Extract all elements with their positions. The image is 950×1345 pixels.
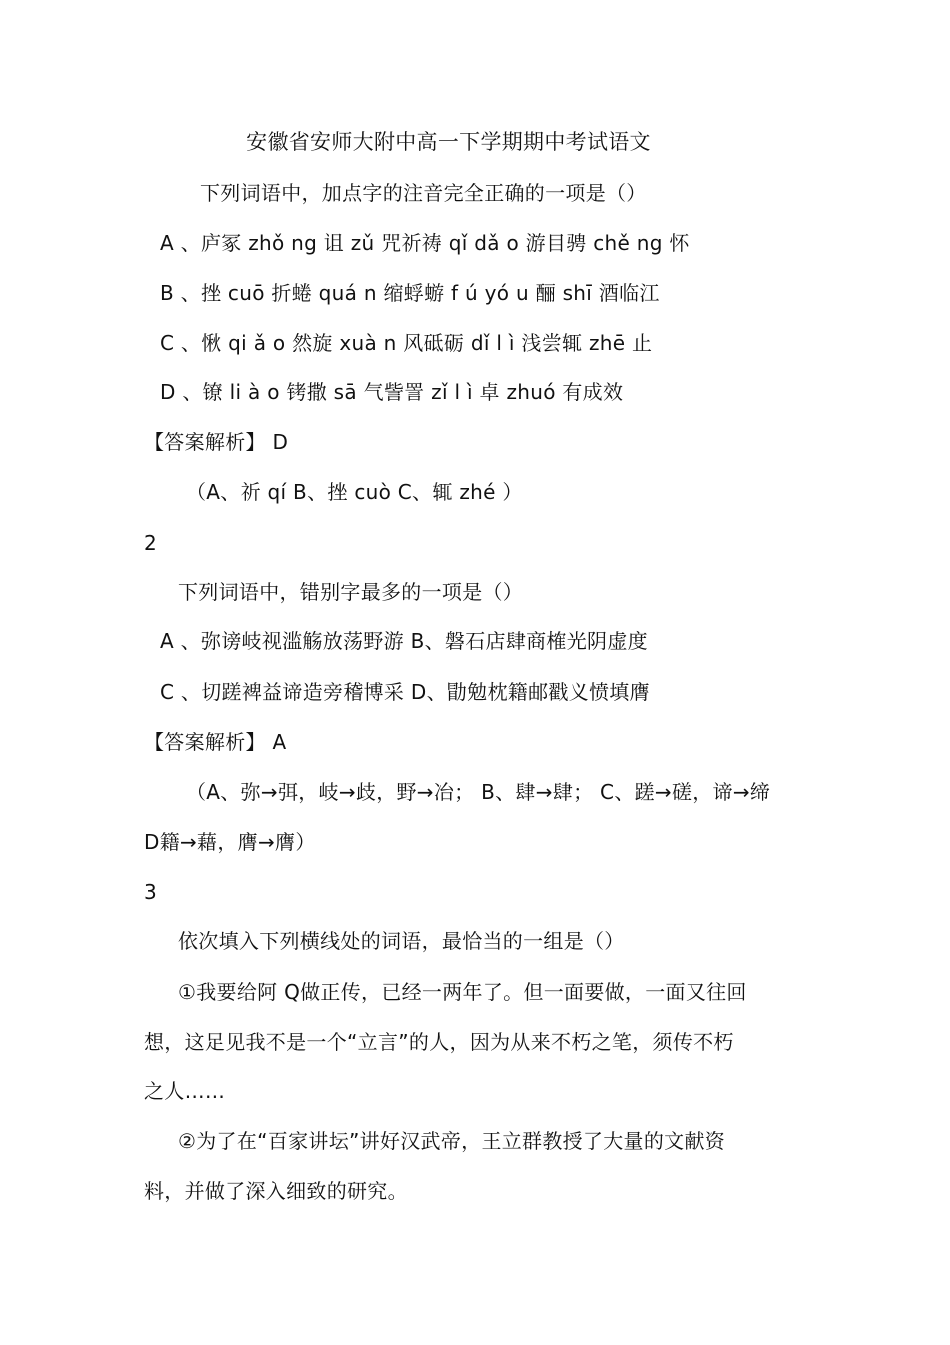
question-3-passage-2-line-1: ②为了在“百家讲坛”讲好汉武帝，王立群教授了大量的文献资 <box>178 1129 726 1153</box>
question-3-passage-1-line-3: 之人…… <box>144 1079 226 1103</box>
question-1-option-a: A 、庐冢 zhǒ ng 诅 zǔ 咒祈祷 qǐ dǎ o 游目骋 chě ng 怀 <box>160 231 690 255</box>
question-1-option-d: D 、镣 li à o 铐撒 sā 气訾詈 zǐ l ì 卓 zhuó 有成效 <box>160 380 624 404</box>
question-3-passage-1-line-1: ①我要给阿 Q做正传，已经一两年了。但一面要做，一面又往回 <box>178 980 747 1004</box>
question-2-option-ab: A 、弥谤岐视滥觞放荡野游 B、磐石店肆商榷光阴虚度 <box>160 629 648 653</box>
question-3-passage-1-line-2: 想，这足见我不是一个“立言”的人，因为从来不朽之笔，须传不朽 <box>144 1030 734 1054</box>
question-2-number: 2 <box>144 531 158 555</box>
question-2-option-cd: C 、切蹉裨益谛造旁稽博采 D、勖勉枕籍邮戳义愤填膺 <box>160 680 650 704</box>
question-1-answer: 【答案解析】 D <box>144 430 289 454</box>
question-2-explanation-line-2: D籍→藉，膺→膺） <box>144 830 316 854</box>
question-3-stem: 依次填入下列横线处的词语，最恰当的一组是（） <box>178 929 625 953</box>
question-1-explanation: （A、祈 qí B、挫 cuò C、辄 zhé ） <box>186 480 523 504</box>
question-2-explanation-line-1: （A、弥→弭，岐→歧，野→冶； B、肆→肆； C、蹉→磋，谛→缔 <box>186 780 771 804</box>
question-1-option-c: C 、愀 qi ǎ o 然旋 xuà n 风砥砺 dǐ l ì 浅尝辄 zhē 止 <box>160 331 653 355</box>
question-2-answer: 【答案解析】 A <box>144 730 287 754</box>
question-2-stem: 下列词语中，错别字最多的一项是（） <box>178 580 524 604</box>
page-title: 安徽省安师大附中高一下学期期中考试语文 <box>246 130 651 154</box>
question-3-number: 3 <box>144 880 158 904</box>
question-1-option-b: B 、挫 cuō 折蜷 quá n 缩蜉蝣 f ú yó u 酾 shī 酒临江 <box>160 281 660 305</box>
question-3-passage-2-line-2: 料，并做了深入细致的研究。 <box>144 1179 408 1203</box>
question-1-stem: 下列词语中，加点字的注音完全正确的一项是（） <box>200 181 647 205</box>
